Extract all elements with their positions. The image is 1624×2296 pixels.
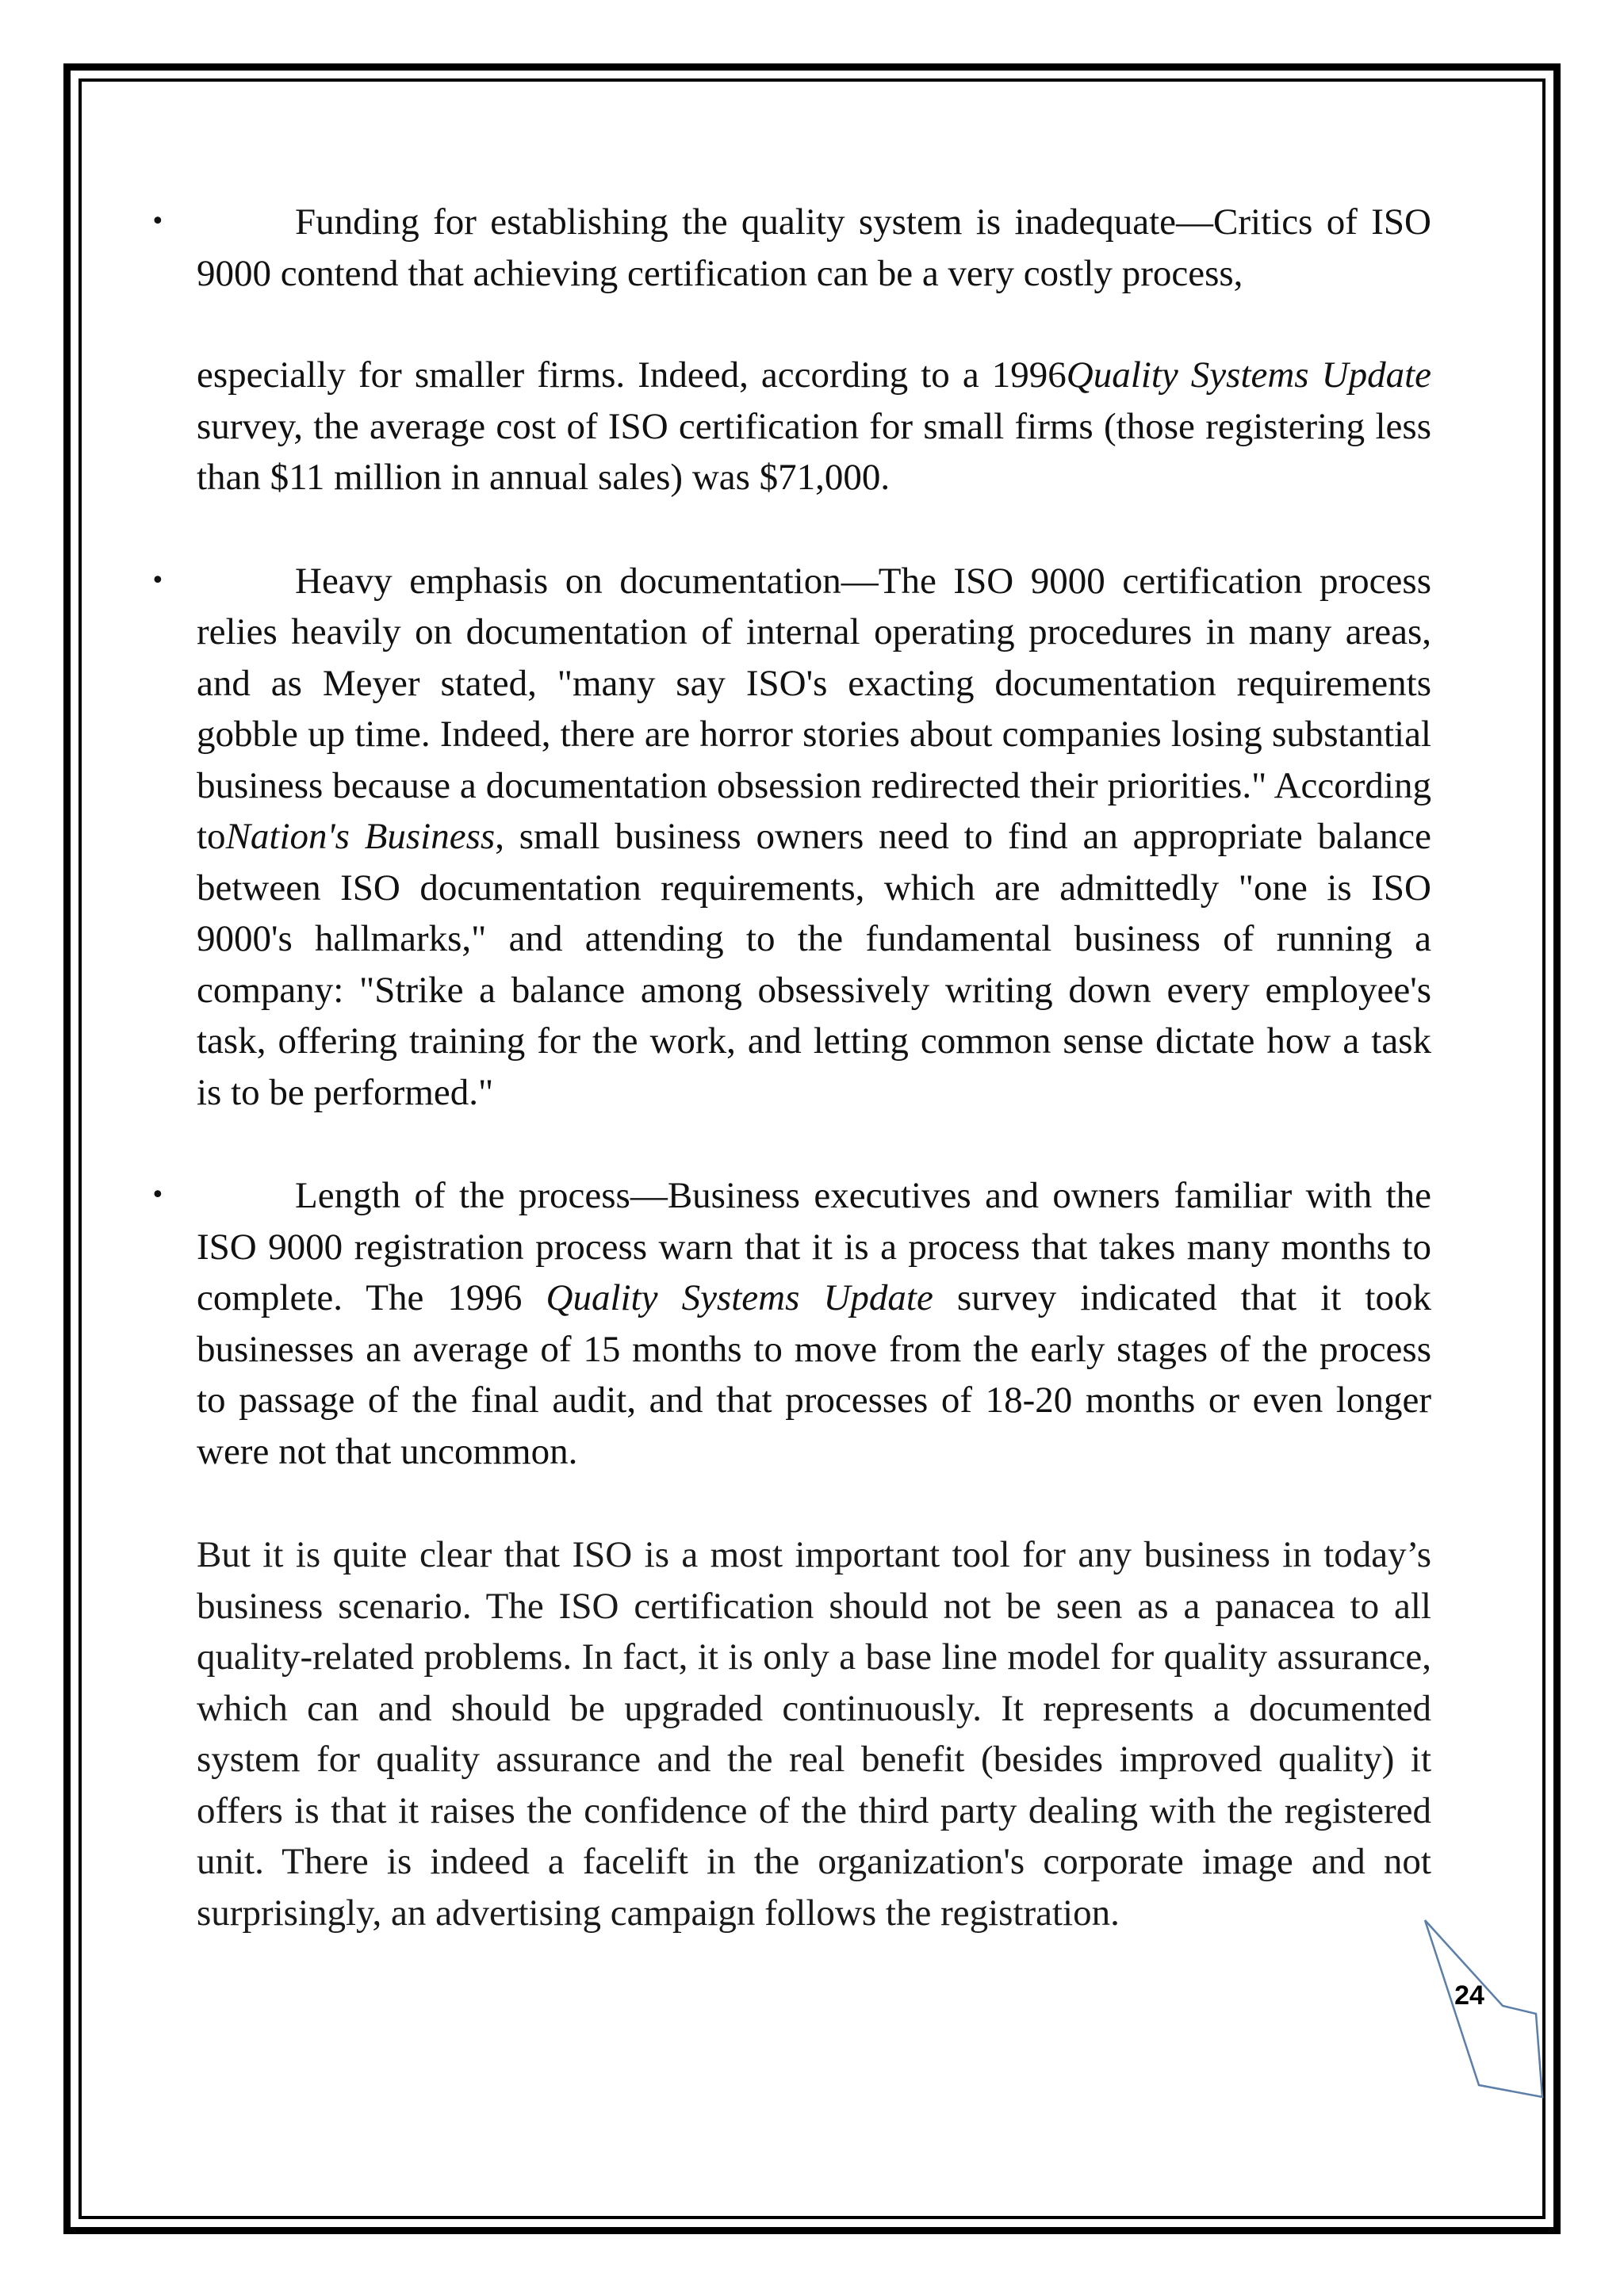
bullet-text: especially for smaller firms. Indeed, according to a 1996 — [197, 354, 1067, 396]
bullet-paragraph — [197, 197, 1431, 299]
page-number: 24 — [1454, 1980, 1484, 2011]
italic-citation: Quality Systems Update — [546, 1277, 933, 1318]
bullet-text: Funding for establishing the quality system is inadequate—Critics of ISO 9000 contend that achieving certification can be a very costly process, — [197, 201, 1431, 294]
bullet-text: , small business owners need to find an appropriate balance between ISO documentation requirements, which are admittedly "one is ISO 9000's hallmarks," and attending to the fundamental business of running a company: "Strike a balance among obsessively writing down every employee's task, offering training for the work, and letting common sense dictate how a task is to be performed." — [197, 816, 1431, 1113]
bullet-text: survey, the average cost of ISO certification for small firms (those registering less than $11 million in annual sales) was $71,000. — [197, 405, 1431, 498]
bullet-paragraph — [197, 350, 1431, 503]
italic-citation: Nation's Business — [225, 816, 496, 857]
bullet-text: Length of the process—Business executives and owners familiar with the ISO 9000 registration process warn that it is a process that takes many months to complete. The 1996 — [197, 1175, 1431, 1318]
bullet-paragraph — [197, 1170, 1431, 1477]
bullet-paragraph — [197, 556, 1431, 1119]
bullet-icon: • — [151, 566, 165, 595]
bullet-item-documentation — [151, 556, 1431, 1119]
bullet-item-funding — [151, 197, 1432, 503]
bullet-text: survey indicated that it took businesses an average of 15 months to move from the early stages of the process to passage of the final audit, and that processes of 18-20 months or even longer were not that uncommon. — [197, 1277, 1431, 1472]
italic-citation: Quality Systems Update — [1066, 354, 1432, 396]
bullet-icon: • — [151, 208, 165, 235]
conclusion-paragraph: But it is quite clear that ISO is a most important tool for any business in today’s business scenario. The ISO certification should not be seen as a panacea to all quality-related problems. In fact, it is only a base line model for quality assurance, which can and should be upgraded continuously. It represents a documented system for quality assurance and the real benefit (besides improved quality) it offers is that it raises the confidence of the third party dealing with the registered unit. There is indeed a facelift in the organization's corporate image and not surprisingly, an advertising campaign follows the registration. — [197, 1534, 1431, 1934]
bullet-icon: • — [151, 1181, 165, 1209]
bullet-text: Heavy emphasis on documentation—The ISO 9000 certification process relies heavily on documentation of internal operating procedures in many areas, and as Meyer stated, "many say ISO's exacting documentation requirements gobble up time. Indeed, there are horror stories about companies losing substantial business because a documentation obsession redirected their priorities." According to — [197, 560, 1431, 857]
bullet-item-length — [151, 1170, 1431, 1477]
document-body — [151, 197, 1432, 1938]
